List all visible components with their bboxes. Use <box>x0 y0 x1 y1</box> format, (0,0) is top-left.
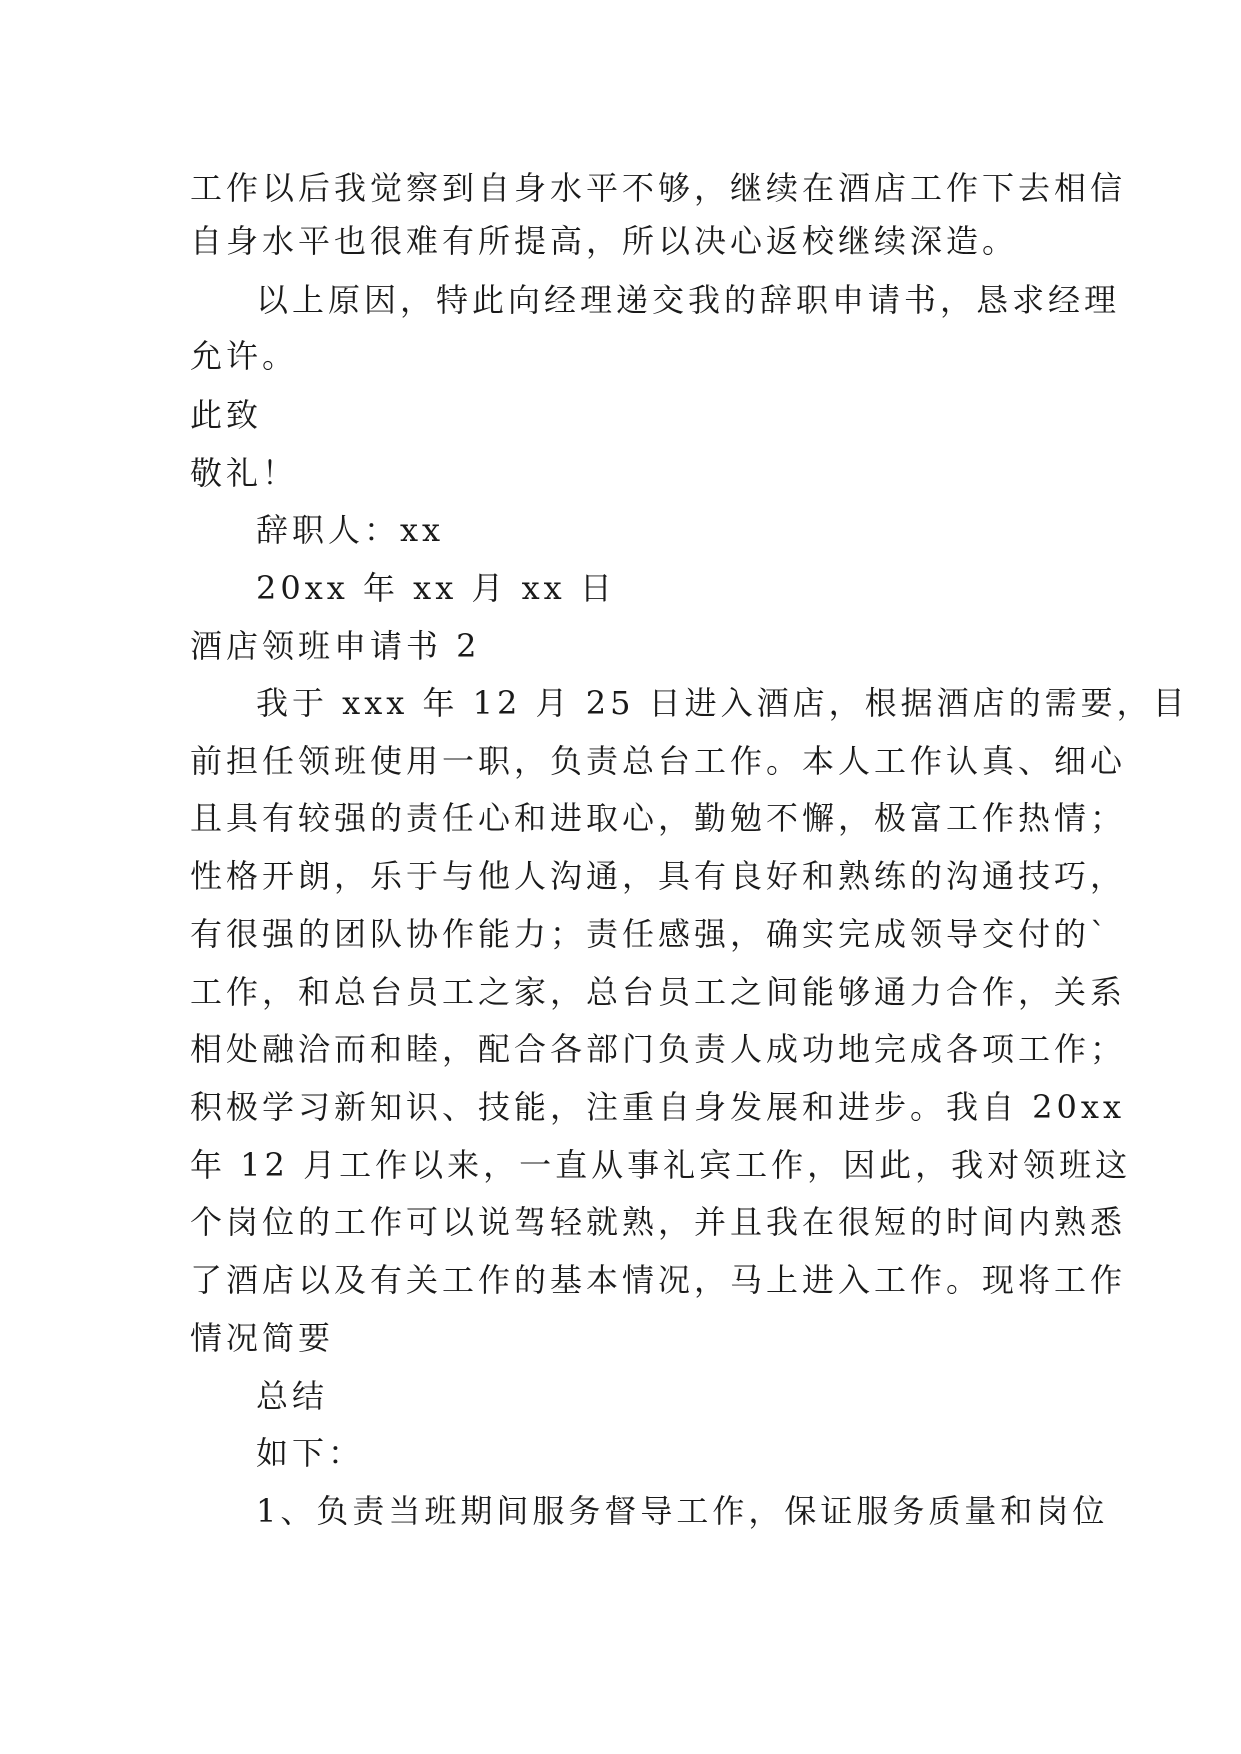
text-line-24: 1、负责当班期间服务督导工作，保证服务质量和岗位 <box>256 1492 1109 1530</box>
signature-name: 辞职人：xx <box>256 511 445 549</box>
section-heading: 酒店领班申请书 2 <box>190 627 481 665</box>
text-line-17: 积极学习新知识、技能，注重自身发展和进步。我自 20xx <box>190 1088 1125 1126</box>
text-line-2: 自身水平也很难有所提高，所以决心返校继续深造。 <box>190 222 1019 260</box>
closing-regards: 敬礼！ <box>190 454 299 492</box>
text-line-23: 如下： <box>256 1434 365 1472</box>
text-line-3: 以上原因，特此向经理递交我的辞职申请书，恳求经理 <box>256 281 1121 319</box>
text-line-21: 情况简要 <box>190 1319 335 1357</box>
text-line-13: 性格开朗，乐于与他人沟通，具有良好和熟练的沟通技巧， <box>190 857 1127 895</box>
signature-date: 20xx 年 xx 月 xx 日 <box>256 569 616 607</box>
text-line-15: 工作，和总台员工之家，总台员工之间能够通力合作，关系 <box>190 973 1127 1011</box>
text-line-1: 工作以后我觉察到自身水平不够，继续在酒店工作下去相信 <box>190 169 1127 207</box>
text-line-20: 了酒店以及有关工作的基本情况，马上进入工作。现将工作 <box>190 1261 1127 1299</box>
text-line-19: 个岗位的工作可以说驾轻就熟，并且我在很短的时间内熟悉 <box>190 1203 1127 1241</box>
text-line-4: 允许。 <box>190 337 299 375</box>
closing-salutation: 此致 <box>190 396 263 434</box>
text-line-16: 相处融洽而和睦，配合各部门负责人成功地完成各项工作； <box>190 1030 1127 1068</box>
text-line-11: 前担任领班使用一职，负责总台工作。本人工作认真、细心 <box>190 742 1127 780</box>
text-line-14: 有很强的团队协作能力；责任感强，确实完成领导交付的` <box>190 915 1111 953</box>
text-line-12: 且具有较强的责任心和进取心，勤勉不懈，极富工作热情； <box>190 799 1127 837</box>
text-line-10: 我于 xxx 年 12 月 25 日进入酒店，根据酒店的需要，目 <box>256 684 1189 722</box>
text-line-18: 年 12 月工作以来，一直从事礼宾工作，因此，我对领班这 <box>190 1146 1132 1184</box>
text-line-22: 总结 <box>256 1377 329 1415</box>
